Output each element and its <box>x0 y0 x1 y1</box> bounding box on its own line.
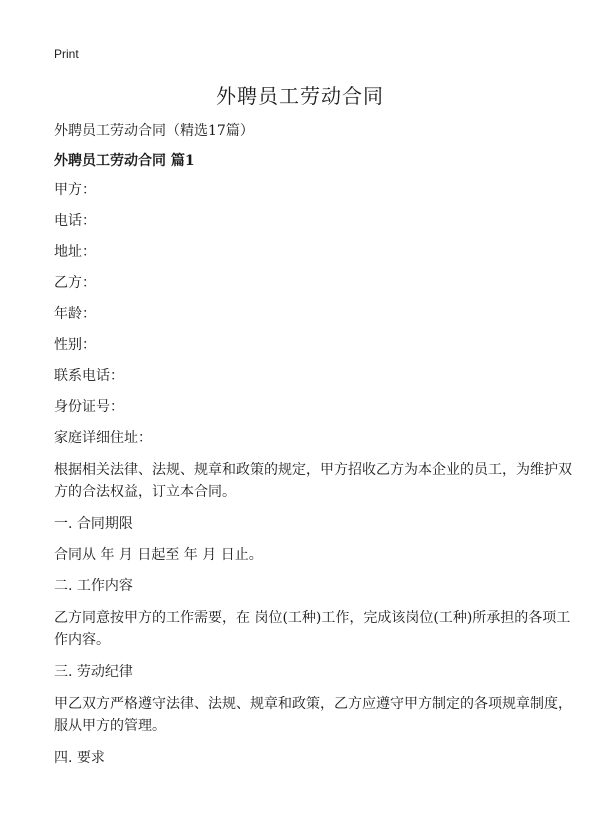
document-subtitle: 外聘员工劳动合同（精选17篇） <box>54 123 254 139</box>
print-link[interactable]: Print <box>54 47 79 61</box>
field-gender: 性别： <box>54 337 96 353</box>
intro-paragraph: 根据相关法律、法规、规章和政策的规定，甲方招收乙方为本企业的员工，为维护双方的合法权益，订立本合同。 <box>54 462 572 500</box>
clause-heading: 四. 要求 <box>54 750 105 766</box>
field-party-a: 甲方： <box>54 182 96 198</box>
field-age: 年龄： <box>54 306 96 322</box>
section-heading: 外聘员工劳动合同 篇1 <box>54 153 195 169</box>
field-party-b: 乙方： <box>54 275 96 291</box>
clause-body: 乙方同意按甲方的工作需要，在 岗位(工种)工作，完成该岗位(工种)所承担的各项工作内容。 <box>54 610 571 648</box>
clause-body: 合同从 年 月 日起至 年 月 日止。 <box>54 547 263 563</box>
clause-body: 甲乙双方严格遵守法律、法规、规章和政策，乙方应遵守甲方制定的各项规章制度，服从甲方的管理。 <box>54 696 572 734</box>
clause-heading: 二. 工作内容 <box>54 578 133 594</box>
field-home-address: 家庭详细住址： <box>54 430 152 446</box>
document-title: 外聘员工劳动合同 <box>216 84 384 108</box>
field-phone: 电话： <box>54 213 96 229</box>
field-id-number: 身份证号： <box>54 399 124 415</box>
clause-heading: 三. 劳动纪律 <box>54 664 133 680</box>
field-contact-phone: 联系电话： <box>54 368 124 384</box>
document-body <box>54 180 574 779</box>
field-address: 地址： <box>54 244 96 260</box>
clause-heading: 一. 合同期限 <box>54 516 133 532</box>
